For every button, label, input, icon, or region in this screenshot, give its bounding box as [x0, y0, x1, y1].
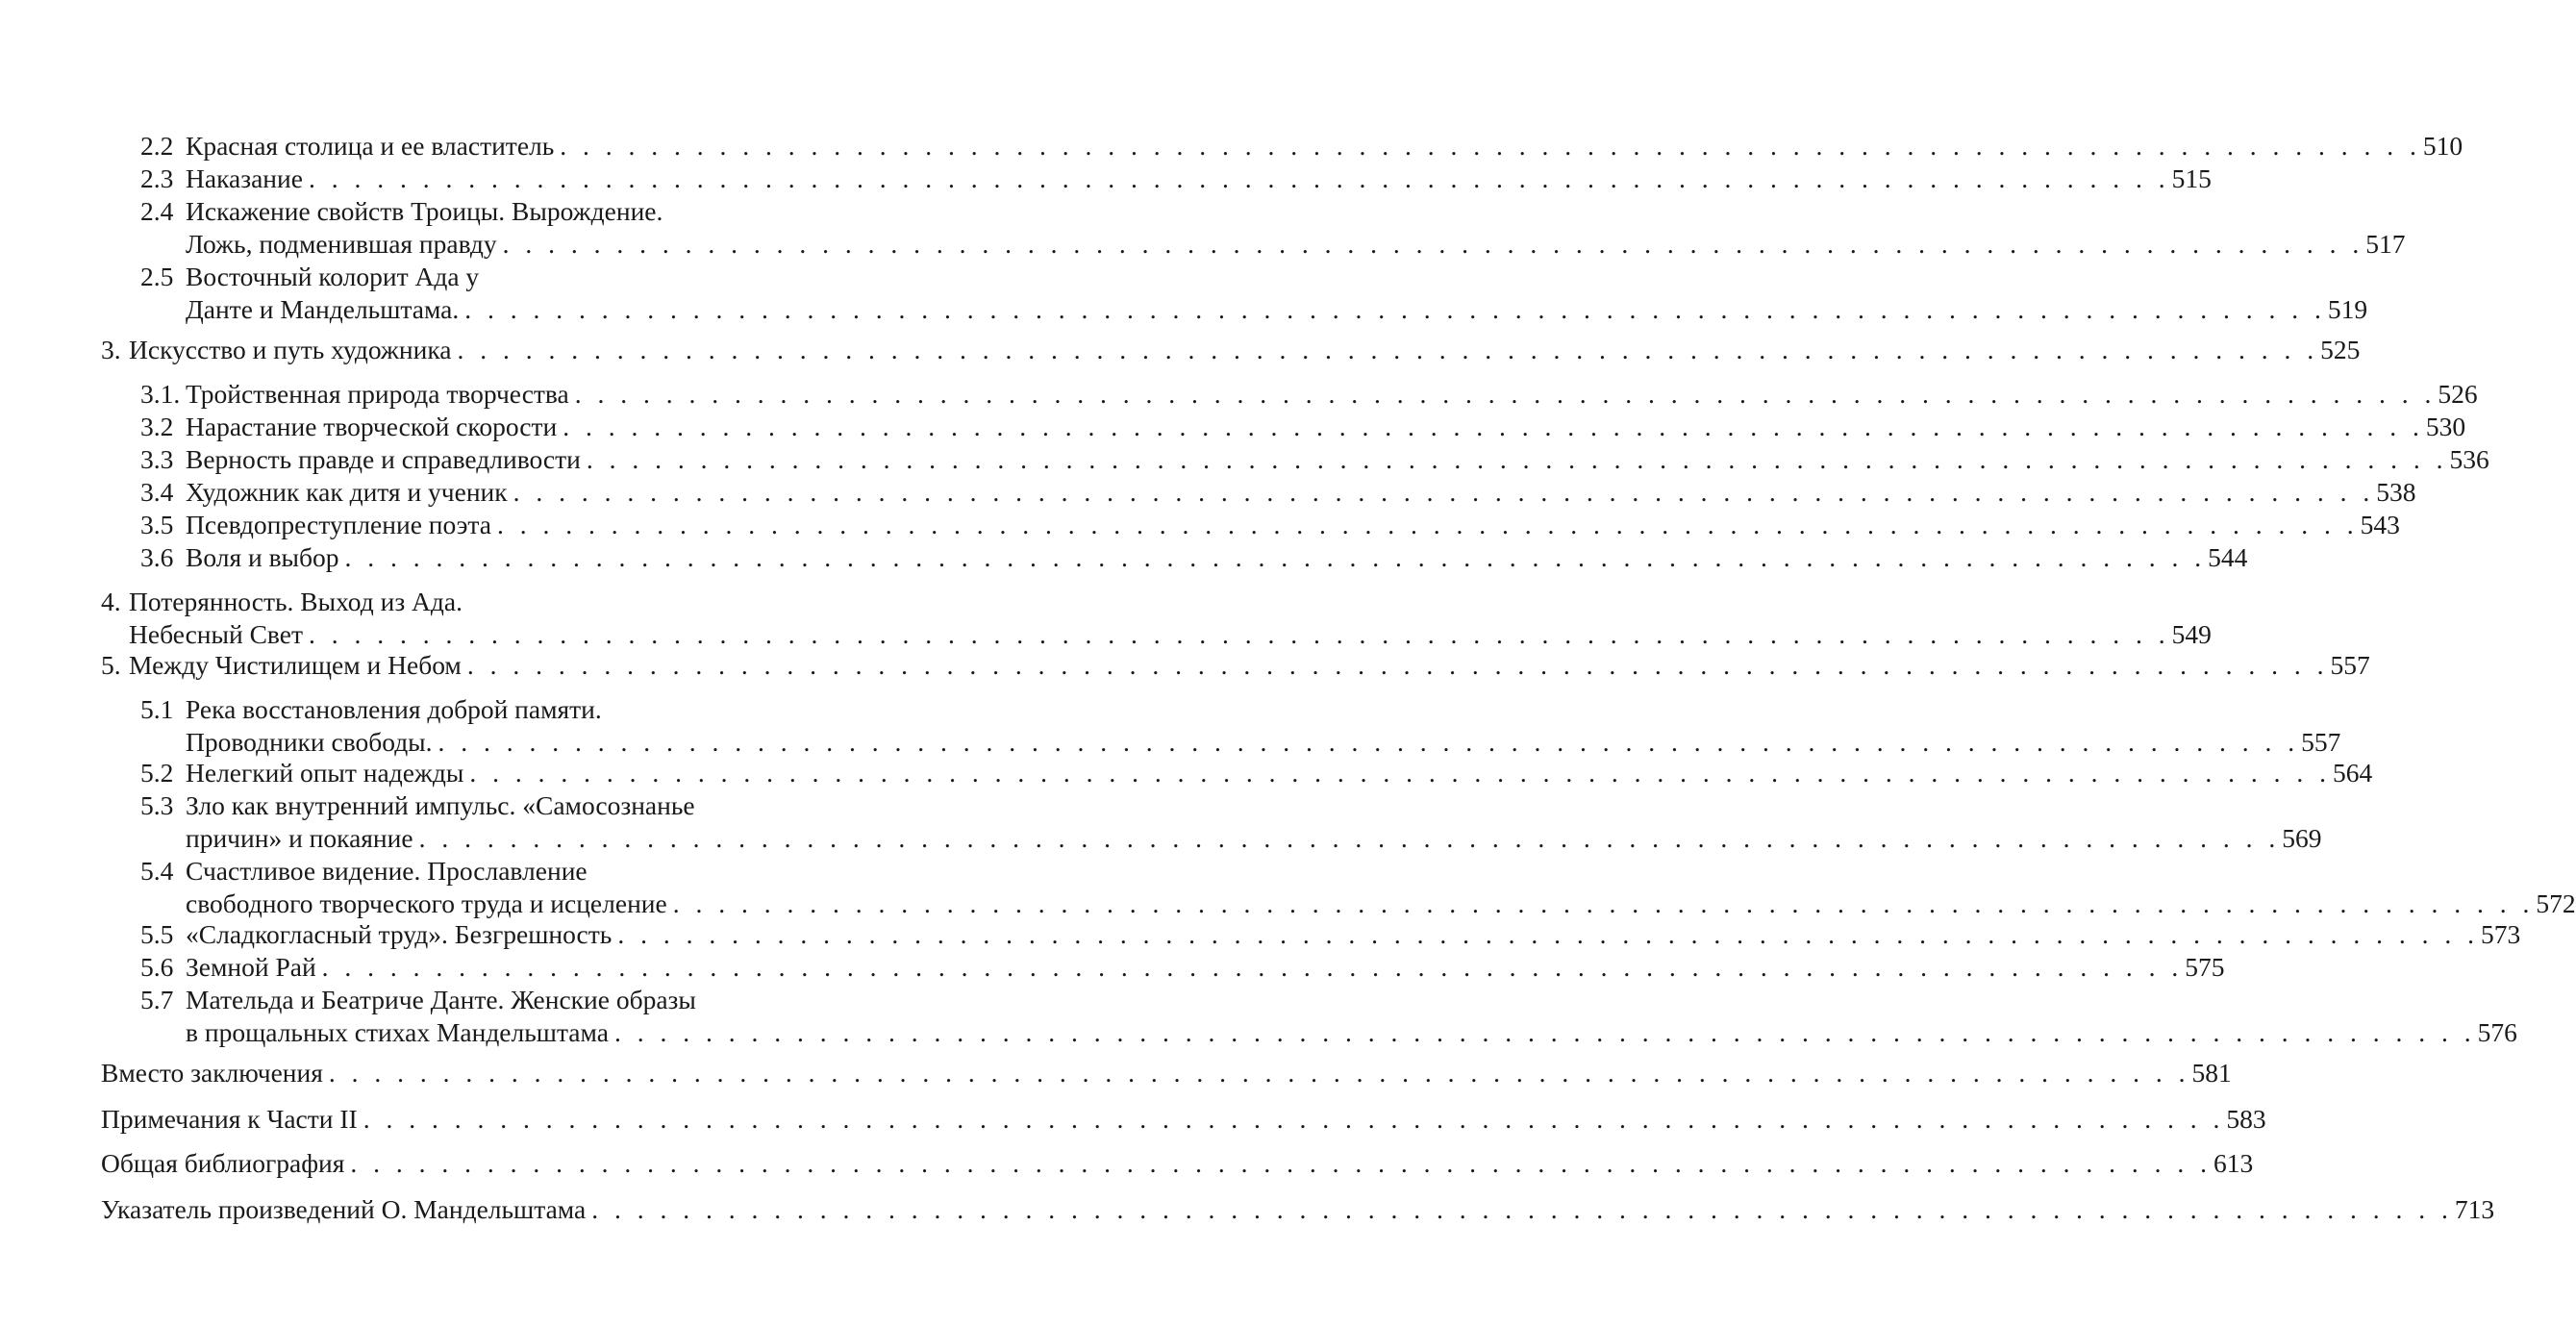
dot-leader: . . . . . . . . . . . . . . . . . . . . . . . . . . . . . . . . . . . . . . . . . . . . . . . . . . . . . . . . . . . . . . . . . . . . . . . . . . . . . . . . . . [672, 888, 2535, 918]
toc-entry-title: Зло как внутренний импульс. «Самосознанье [186, 790, 695, 820]
toc-entry-line [0, 822, 2322, 855]
toc-entry[interactable] [0, 984, 2517, 1049]
toc-entry-line [0, 984, 830, 1016]
toc-entry-page-number: 519 [2327, 294, 2368, 324]
toc-entry-title: Счастливое видение. Прославление [186, 856, 588, 886]
toc-entry-line [0, 1103, 2266, 1136]
toc-entry-line [0, 918, 2521, 951]
toc-entry-title: Проводники свободы. [186, 727, 433, 757]
toc-entry-page-number: 613 [2213, 1148, 2254, 1178]
toc-entry-page-number: 526 [2438, 379, 2478, 409]
dot-leader: . . . . . . . . . . . . . . . . . . . . . . . . . . . . . . . . . . . . . . . . . . . . . . . . . . . . . . . . . . . . . . . . . . . . . . . . . . . . . . . . . . [586, 444, 2448, 474]
toc-entry-page-number: 549 [2171, 619, 2212, 649]
toc-entry[interactable] [0, 951, 2225, 984]
toc-entry-line [0, 693, 830, 726]
toc-entry-page-number: 538 [2376, 477, 2416, 507]
toc-entry-title: причин» и покаяние [186, 823, 413, 853]
toc-entry-page-number: 569 [2282, 823, 2322, 853]
dot-leader: . . . . . . . . . . . . . . . . . . . . . . . . . . . . . . . . . . . . . . . . . . . . . . . . . . . . . . . . . . . . . . . . . . . . . . . . . . . . . . . . . . [560, 131, 2421, 161]
toc-entry-title: Псевдопреступление поэта [186, 510, 491, 539]
toc-entry-title: Мательда и Беатриче Данте. Женские образы [186, 985, 696, 1014]
dot-leader: . . . . . . . . . . . . . . . . . . . . . . . . . . . . . . . . . . . . . . . . . . . . . . . . . . . . . . . . . . . . . . . . . . . . . . . . . . . . . . . . . . [438, 727, 2300, 757]
toc-entry-line [0, 951, 2225, 984]
toc-entry-line [0, 334, 2361, 366]
toc-entry-number: 2.4 [140, 196, 174, 226]
toc-entry-title: Красная столица и ее властитель [186, 131, 555, 161]
toc-entry[interactable] [0, 693, 2341, 759]
toc-entry-line [0, 541, 2248, 574]
toc-entry-title: Вместо заключения [101, 1058, 323, 1088]
toc-entry[interactable] [0, 163, 2212, 195]
dot-leader: . . . . . . . . . . . . . . . . . . . . . . . . . . . . . . . . . . . . . . . . . . . . . . . . . . . . . . . . . . . . . . . . . . . . . . . . . . . . . . . . . . [496, 510, 2359, 539]
toc-entry-number: 5.1 [140, 694, 174, 724]
toc-entry-number: 5.6 [140, 952, 174, 982]
toc-entry-line [0, 757, 2373, 789]
dot-leader: . . . . . . . . . . . . . . . . . . . . . . . . . . . . . . . . . . . . . . . . . . . . . . . . . . . . . . . . . . . . . . . . . . . . . . . . . . . . . . . . . . [502, 229, 2364, 259]
toc-entry-page-number: 581 [2191, 1058, 2232, 1088]
toc-entry-number: 2.3 [140, 163, 174, 193]
toc-entry-page-number: 557 [2301, 727, 2341, 757]
toc-entry-line [0, 855, 830, 888]
toc-entry-title: в прощальных стихах Мандельштама [186, 1017, 609, 1047]
toc-entry[interactable] [0, 1057, 2232, 1089]
dot-leader: . . . . . . . . . . . . . . . . . . . . . . . . . . . . . . . . . . . . . . . . . . . . . . . . . . . . . . . . . . . . . . . . . . . . . . . . . . . . . . . . . . [418, 823, 2281, 853]
toc-entry-line [0, 443, 2489, 476]
dot-leader: . . . . . . . . . . . . . . . . . . . . . . . . . . . . . . . . . . . . . . . . . . . . . . . . . . . . . . . . . . . . . . . . . . . . . . . . . . . . . . . . . . [613, 1017, 2476, 1047]
toc-entry-page-number: 515 [2171, 163, 2212, 193]
toc-entry-title: Верность правде и справедливости [186, 444, 581, 474]
toc-entry-page-number: 510 [2422, 131, 2463, 161]
toc-entry-line [0, 163, 2212, 195]
dot-leader: . . . . . . . . . . . . . . . . . . . . . . . . . . . . . . . . . . . . . . . . . . . . . . . . . . . . . . . . . . . . . . . . . . . . . . . . . . . . . . . . . . [469, 758, 2331, 788]
dot-leader: . . . . . . . . . . . . . . . . . . . . . . . . . . . . . . . . . . . . . . . . . . . . . . . . . . . . . . . . . . . . . . . . . . . . . . . . . . . . . . . . . . [350, 1148, 2213, 1178]
toc-entry-title: Указатель произведений О. Мандельштама [101, 1194, 587, 1224]
toc-entry-page-number: 583 [2226, 1104, 2266, 1134]
toc-entry-number: 5.2 [140, 758, 174, 788]
toc-entry-title: Нарастание творческой скорости [186, 412, 558, 441]
toc-entry[interactable] [0, 476, 2416, 509]
toc-entry-line [0, 130, 2463, 163]
toc-entry[interactable] [0, 1147, 2254, 1180]
toc-entry[interactable] [0, 855, 2576, 920]
toc-entry-title: Ложь, подменившая правду [186, 229, 497, 259]
dot-leader: . . . . . . . . . . . . . . . . . . . . . . . . . . . . . . . . . . . . . . . . . . . . . . . . . . . . . . . . . . . . . . . . . . . . . . . . . . . . . . . . . . [591, 1194, 2453, 1224]
toc-entry-number: 2.2 [140, 131, 174, 161]
toc-entry-line [0, 261, 830, 293]
dot-leader: . . . . . . . . . . . . . . . . . . . . . . . . . . . . . . . . . . . . . . . . . . . . . . . . . . . . . . . . . . . . . . . . . . . . . . . . . . . . . . . . . . [308, 163, 2170, 193]
toc-entry-title: Воля и выбор [186, 542, 339, 572]
toc-entry-line [0, 1193, 2495, 1226]
toc-entry-number: 4. [101, 587, 121, 616]
toc-entry-line [0, 1057, 2232, 1089]
toc-entry[interactable] [0, 195, 2406, 261]
dot-leader: . . . . . . . . . . . . . . . . . . . . . . . . . . . . . . . . . . . . . . . . . . . . . . . . . . . . . . . . . . . . . . . . . . . . . . . . . . . . . . . . . . [513, 477, 2375, 507]
toc-entry-title: Земной Рай [186, 952, 316, 982]
toc-entry-title: Данте и Мандельштама. [186, 294, 460, 324]
toc-entry-page-number: 572 [2536, 888, 2576, 918]
toc-entry-number: 3.2 [140, 412, 174, 441]
toc-entry-number: 3.6 [140, 542, 174, 572]
toc-entry-line [0, 618, 2212, 651]
toc-entry[interactable] [0, 918, 2521, 951]
toc-entry-line [0, 649, 2370, 682]
toc-entry-number: 5.5 [140, 919, 174, 949]
toc-entry-number: 3.4 [140, 477, 174, 507]
toc-entry[interactable] [0, 1103, 2266, 1136]
toc-entry-number: 3.3 [140, 444, 174, 474]
toc-entry-line [0, 888, 2576, 920]
toc-entry-line [0, 1016, 2517, 1049]
dot-leader: . . . . . . . . . . . . . . . . . . . . . . . . . . . . . . . . . . . . . . . . . . . . . . . . . . . . . . . . . . . . . . . . . . . . . . . . . . . . . . . . . . [466, 650, 2329, 680]
toc-entry[interactable] [0, 1193, 2495, 1226]
dot-leader: . . . . . . . . . . . . . . . . . . . . . . . . . . . . . . . . . . . . . . . . . . . . . . . . . . . . . . . . . . . . . . . . . . . . . . . . . . . . . . . . . . [563, 412, 2424, 441]
toc-entry[interactable] [0, 586, 2212, 651]
toc-entry-page-number: 576 [2477, 1017, 2517, 1047]
toc-entry-number: 5.4 [140, 856, 174, 886]
toc-entry-number: 5. [101, 650, 121, 680]
dot-leader: . . . . . . . . . . . . . . . . . . . . . . . . . . . . . . . . . . . . . . . . . . . . . . . . . . . . . . . . . . . . . . . . . . . . . . . . . . . . . . . . . . [457, 335, 2319, 364]
toc-entry-page-number: 536 [2449, 444, 2489, 474]
dot-leader: . . . . . . . . . . . . . . . . . . . . . . . . . . . . . . . . . . . . . . . . . . . . . . . . . . . . . . . . . . . . . . . . . . . . . . . . . . . . . . . . . . [321, 952, 2184, 982]
toc-entry-number: 3.5 [140, 510, 174, 539]
toc-entry[interactable] [0, 757, 2373, 789]
toc-entry-page-number: 713 [2454, 1194, 2495, 1224]
toc-entry-line [0, 1147, 2254, 1180]
toc-entry-title: Тройственная природа творчества [186, 379, 569, 409]
toc-entry[interactable] [0, 541, 2248, 574]
dot-leader: . . . . . . . . . . . . . . . . . . . . . . . . . . . . . . . . . . . . . . . . . . . . . . . . . . . . . . . . . . . . . . . . . . . . . . . . . . . . . . . . . . [363, 1104, 2225, 1134]
toc-entry-number: 5.7 [140, 985, 174, 1014]
toc-entry-line [0, 586, 830, 618]
dot-leader: . . . . . . . . . . . . . . . . . . . . . . . . . . . . . . . . . . . . . . . . . . . . . . . . . . . . . . . . . . . . . . . . . . . . . . . . . . . . . . . . . . [328, 1058, 2190, 1088]
toc-entry[interactable] [0, 443, 2489, 476]
toc-entry-line [0, 378, 2478, 411]
toc-entry-page-number: 573 [2480, 919, 2521, 949]
toc-entry-title: Примечания к Части II [101, 1104, 358, 1134]
toc-entry-line [0, 789, 830, 822]
toc-entry-line [0, 726, 2341, 759]
dot-leader: . . . . . . . . . . . . . . . . . . . . . . . . . . . . . . . . . . . . . . . . . . . . . . . . . . . . . . . . . . . . . . . . . . . . . . . . . . . . . . . . . . [464, 294, 2326, 324]
toc-entry[interactable] [0, 130, 2463, 163]
toc-entry[interactable] [0, 789, 2322, 855]
toc-entry[interactable] [0, 509, 2400, 541]
toc-entry-line [0, 228, 2406, 261]
toc-entry-title: Потерянность. Выход из Ада. [129, 587, 463, 616]
toc-entry-page-number: 564 [2333, 758, 2373, 788]
toc-entry[interactable] [0, 649, 2370, 682]
toc-entry-title: свободного творческого труда и исцеление [186, 888, 667, 918]
toc-entry[interactable] [0, 334, 2361, 366]
toc-entry-page-number: 530 [2425, 412, 2466, 441]
toc-entry-title: «Сладкогласный труд». Безгрешность [186, 919, 613, 949]
toc-entry-number: 5.3 [140, 790, 174, 820]
dot-leader: . . . . . . . . . . . . . . . . . . . . . . . . . . . . . . . . . . . . . . . . . . . . . . . . . . . . . . . . . . . . . . . . . . . . . . . . . . . . . . . . . . [344, 542, 2207, 572]
toc-entry-title: Восточный колорит Ада у [186, 262, 480, 291]
toc-entry-page-number: 543 [2360, 510, 2400, 539]
toc-entry-line [0, 476, 2416, 509]
dot-leader: . . . . . . . . . . . . . . . . . . . . . . . . . . . . . . . . . . . . . . . . . . . . . . . . . . . . . . . . . . . . . . . . . . . . . . . . . . . . . . . . . . [617, 919, 2479, 949]
toc-entry-title: Наказание [186, 163, 303, 193]
toc-entry-line [0, 293, 2368, 326]
toc-entry-line [0, 509, 2400, 541]
toc-entry-number: 3. [101, 335, 121, 364]
toc-entry-title: Река восстановления доброй памяти. [186, 694, 602, 724]
toc-entry-line [0, 195, 830, 228]
toc-entry-title: Искусство и путь художника [129, 335, 452, 364]
dot-leader: . . . . . . . . . . . . . . . . . . . . . . . . . . . . . . . . . . . . . . . . . . . . . . . . . . . . . . . . . . . . . . . . . . . . . . . . . . . . . . . . . . [308, 619, 2170, 649]
toc-entry-number: 2.5 [140, 262, 174, 291]
toc-entry-title: Небесный Свет [129, 619, 303, 649]
toc-entry-page-number: 544 [2208, 542, 2248, 572]
toc-entry-title: Искажение свойств Троицы. Вырождение. [186, 196, 663, 226]
toc-entry-page-number: 517 [2365, 229, 2406, 259]
toc-entry-page-number: 557 [2330, 650, 2370, 680]
toc-entry-title: Между Чистилищем и Небом [129, 650, 462, 680]
dot-leader: . . . . . . . . . . . . . . . . . . . . . . . . . . . . . . . . . . . . . . . . . . . . . . . . . . . . . . . . . . . . . . . . . . . . . . . . . . . . . . . . . . [574, 379, 2437, 409]
toc-entry-title: Общая библиография [101, 1148, 345, 1178]
toc-entry[interactable] [0, 261, 2368, 326]
toc-entry-page-number: 575 [2185, 952, 2225, 982]
toc-entry-line [0, 411, 2466, 443]
toc-entry-page-number: 525 [2320, 335, 2361, 364]
toc-entry[interactable] [0, 378, 2478, 411]
toc-entry-number: 3.1. [140, 379, 181, 409]
toc-entry-title: Художник как дитя и ученик [186, 477, 508, 507]
toc-entry[interactable] [0, 411, 2466, 443]
toc-entry-title: Нелегкий опыт надежды [186, 758, 464, 788]
